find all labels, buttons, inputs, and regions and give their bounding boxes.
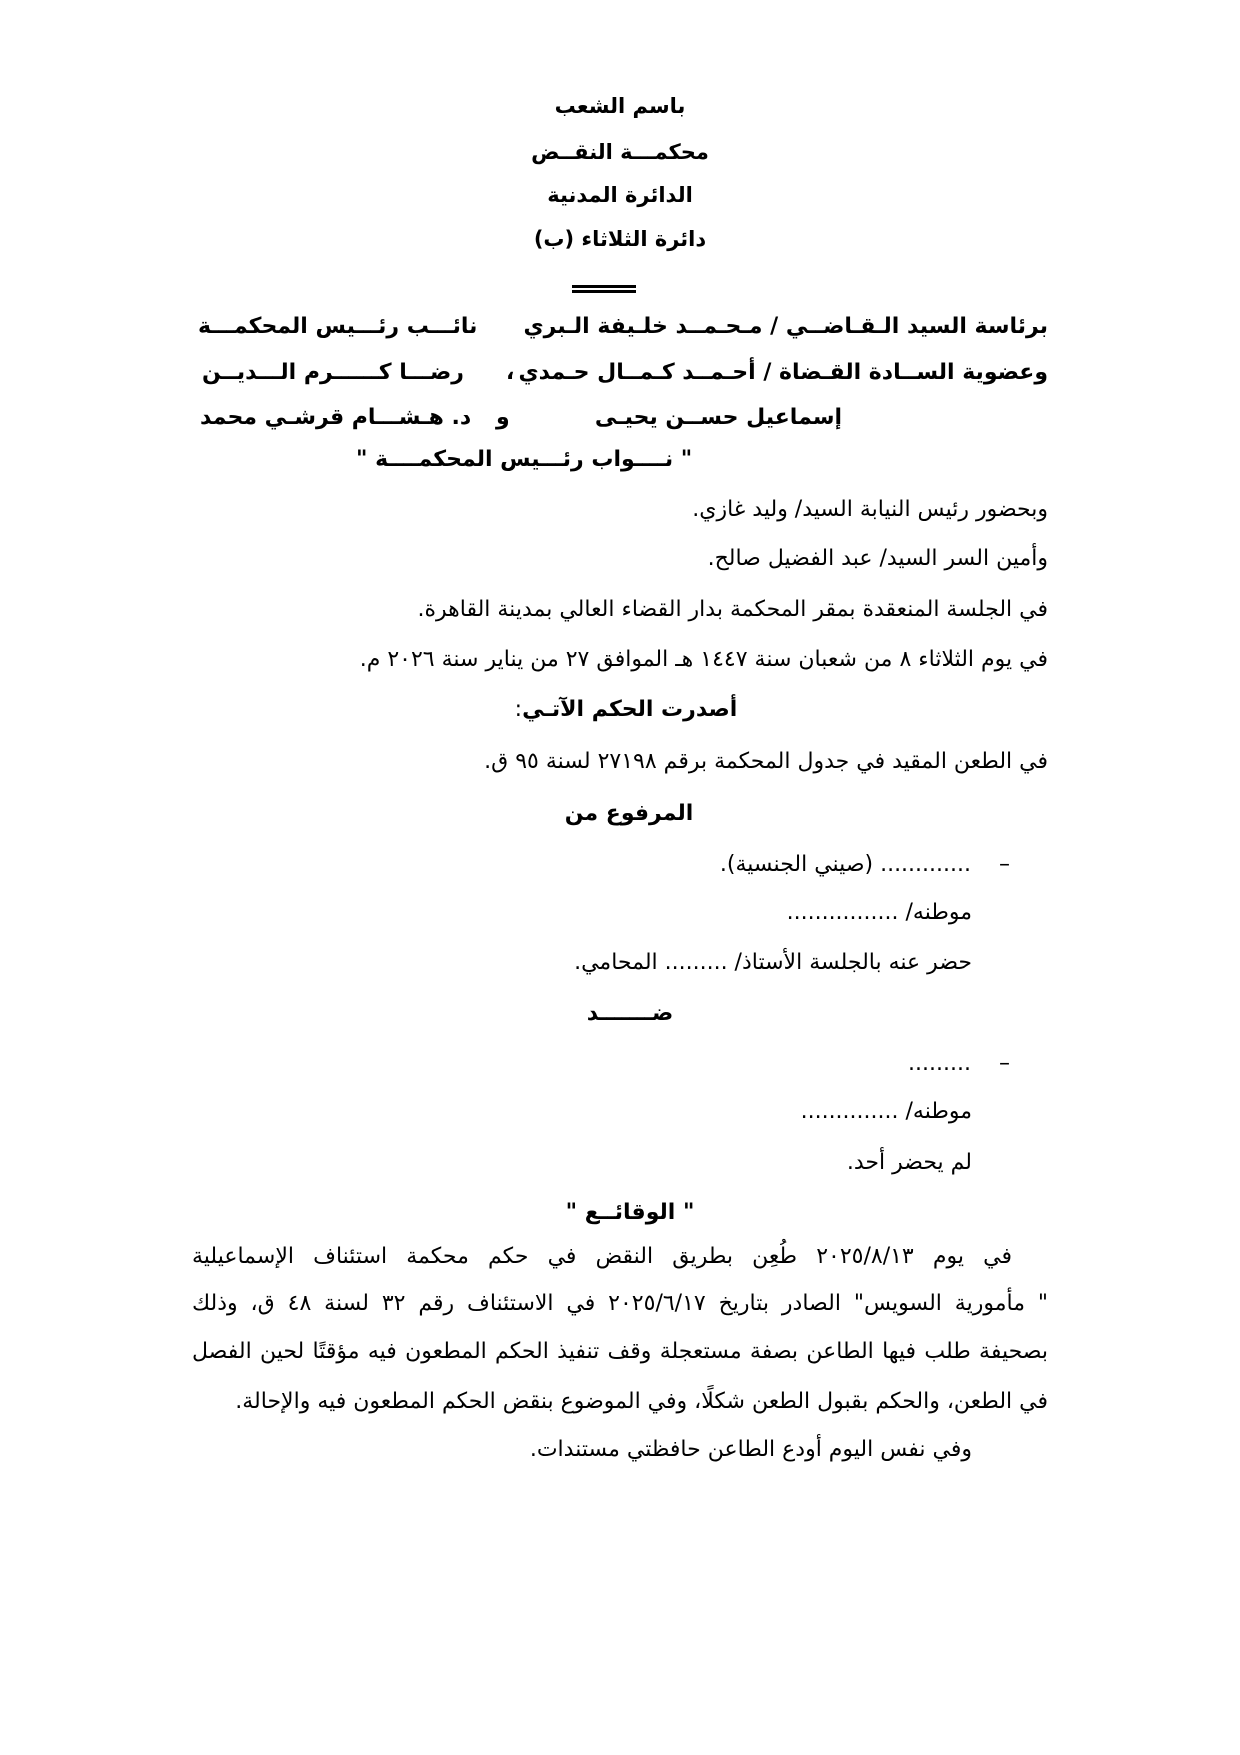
panel-and: و (496, 405, 510, 430)
panel-member-1: وعضوية الســادة القـضاة / أحـمــد كـمــال حـمدي (518, 360, 1048, 385)
appeal-line: في الطعن المقيد في جدول المحكمة برقم ٢٧١٩٨ لسنة ٩٥ ق. (484, 749, 1048, 774)
header-court-of-cassation: محكمـــة النقــض (531, 140, 709, 164)
respondent-name: ......... (908, 1051, 971, 1076)
panel-member-4: د. هـشـــام قرشـي محمد (200, 405, 472, 430)
panel-member-2: رضـــا كــــــرم الـــديــن (202, 360, 464, 385)
panel-deputies-caption: " نــــواب رئـــيس المحكمــــة " (356, 447, 693, 472)
header-in-the-name-of-the-people: باسم الشعب (554, 94, 686, 118)
respondent-residence: موطنه/ .............. (800, 1099, 972, 1124)
facts-p1-line2: " مأمورية السويس" الصادر بتاريخ ٢٠٢٥/٦/١٧ في الاستئناف رقم ٣٢ لسنة ٤٨ ق، وذلك (192, 1291, 1048, 1316)
appellant-attendance: حضر عنه بالجلسة الأستاذ/ ......... المحامي. (574, 950, 972, 975)
session-venue: في الجلسة المنعقدة بمقر المحكمة بدار القضاء العالي بمدينة القاهرة. (417, 597, 1048, 622)
facts-p1-line1: في يوم ٢٠٢٥/٨/١٣ طُعِن بطريق النقض في حكم محكمة استئناف الإسماعيلية (192, 1244, 1012, 1269)
facts-p1-line3: بصحيفة طلب فيها الطاعن بصفة مستعجلة وقف تنفيذ الحكم المطعون فيه مؤقتًا لحين الفصل (192, 1339, 1048, 1364)
header-tuesday-circuit: دائرة الثلاثاء (ب) (533, 227, 707, 251)
ruling-heading-text: أصدرت الحكم الآتـي (522, 697, 738, 722)
appellant-residence: موطنه/ ................ (786, 900, 972, 925)
panel-presiding-judge: برئاسة السيد الـقـاضــي / مـحـمــد خلـيفة الـبري (523, 314, 1048, 339)
panel-presiding-title: نائـــب رئـــيس المحكمـــة (198, 314, 478, 339)
session-prosecution: وبحضور رئيس النيابة السيد/ وليد غازي. (692, 497, 1048, 522)
session-secretary: وأمين السر السيد/ عبد الفضيل صالح. (707, 546, 1048, 571)
appellant-dash: – (999, 852, 1010, 877)
appellant-heading: المرفوع من (564, 801, 694, 826)
header-double-rule (572, 285, 636, 293)
facts-heading: " الوقائــع " (565, 1200, 695, 1225)
ruling-heading (0, 697, 1240, 722)
session-date: في يوم الثلاثاء ٨ من شعبان سنة ١٤٤٧ هـ الموافق ٢٧ من يناير سنة ٢٠٢٦ م. (359, 647, 1048, 672)
respondent-attendance: لم يحضر أحد. (846, 1150, 972, 1175)
appellant-name: ............. (صيني الجنسية). (719, 852, 971, 877)
panel-member-3: إسماعيل حســن يحيـى (594, 405, 842, 430)
facts-p1-line4: في الطعن، والحكم بقبول الطعن شكلًا، وفي الموضوع بنقض الحكم المطعون فيه والإحالة. (235, 1389, 1048, 1414)
facts-p2: وفي نفس اليوم أودع الطاعن حافظتي مستندات. (529, 1437, 972, 1462)
panel-comma: ، (506, 360, 515, 385)
against-heading: ضـــــــد (586, 1001, 674, 1026)
header-civil-circuit: الدائرة المدنية (547, 183, 693, 207)
respondent-dash: – (999, 1051, 1010, 1076)
ruling-heading-colon: : (514, 697, 523, 722)
